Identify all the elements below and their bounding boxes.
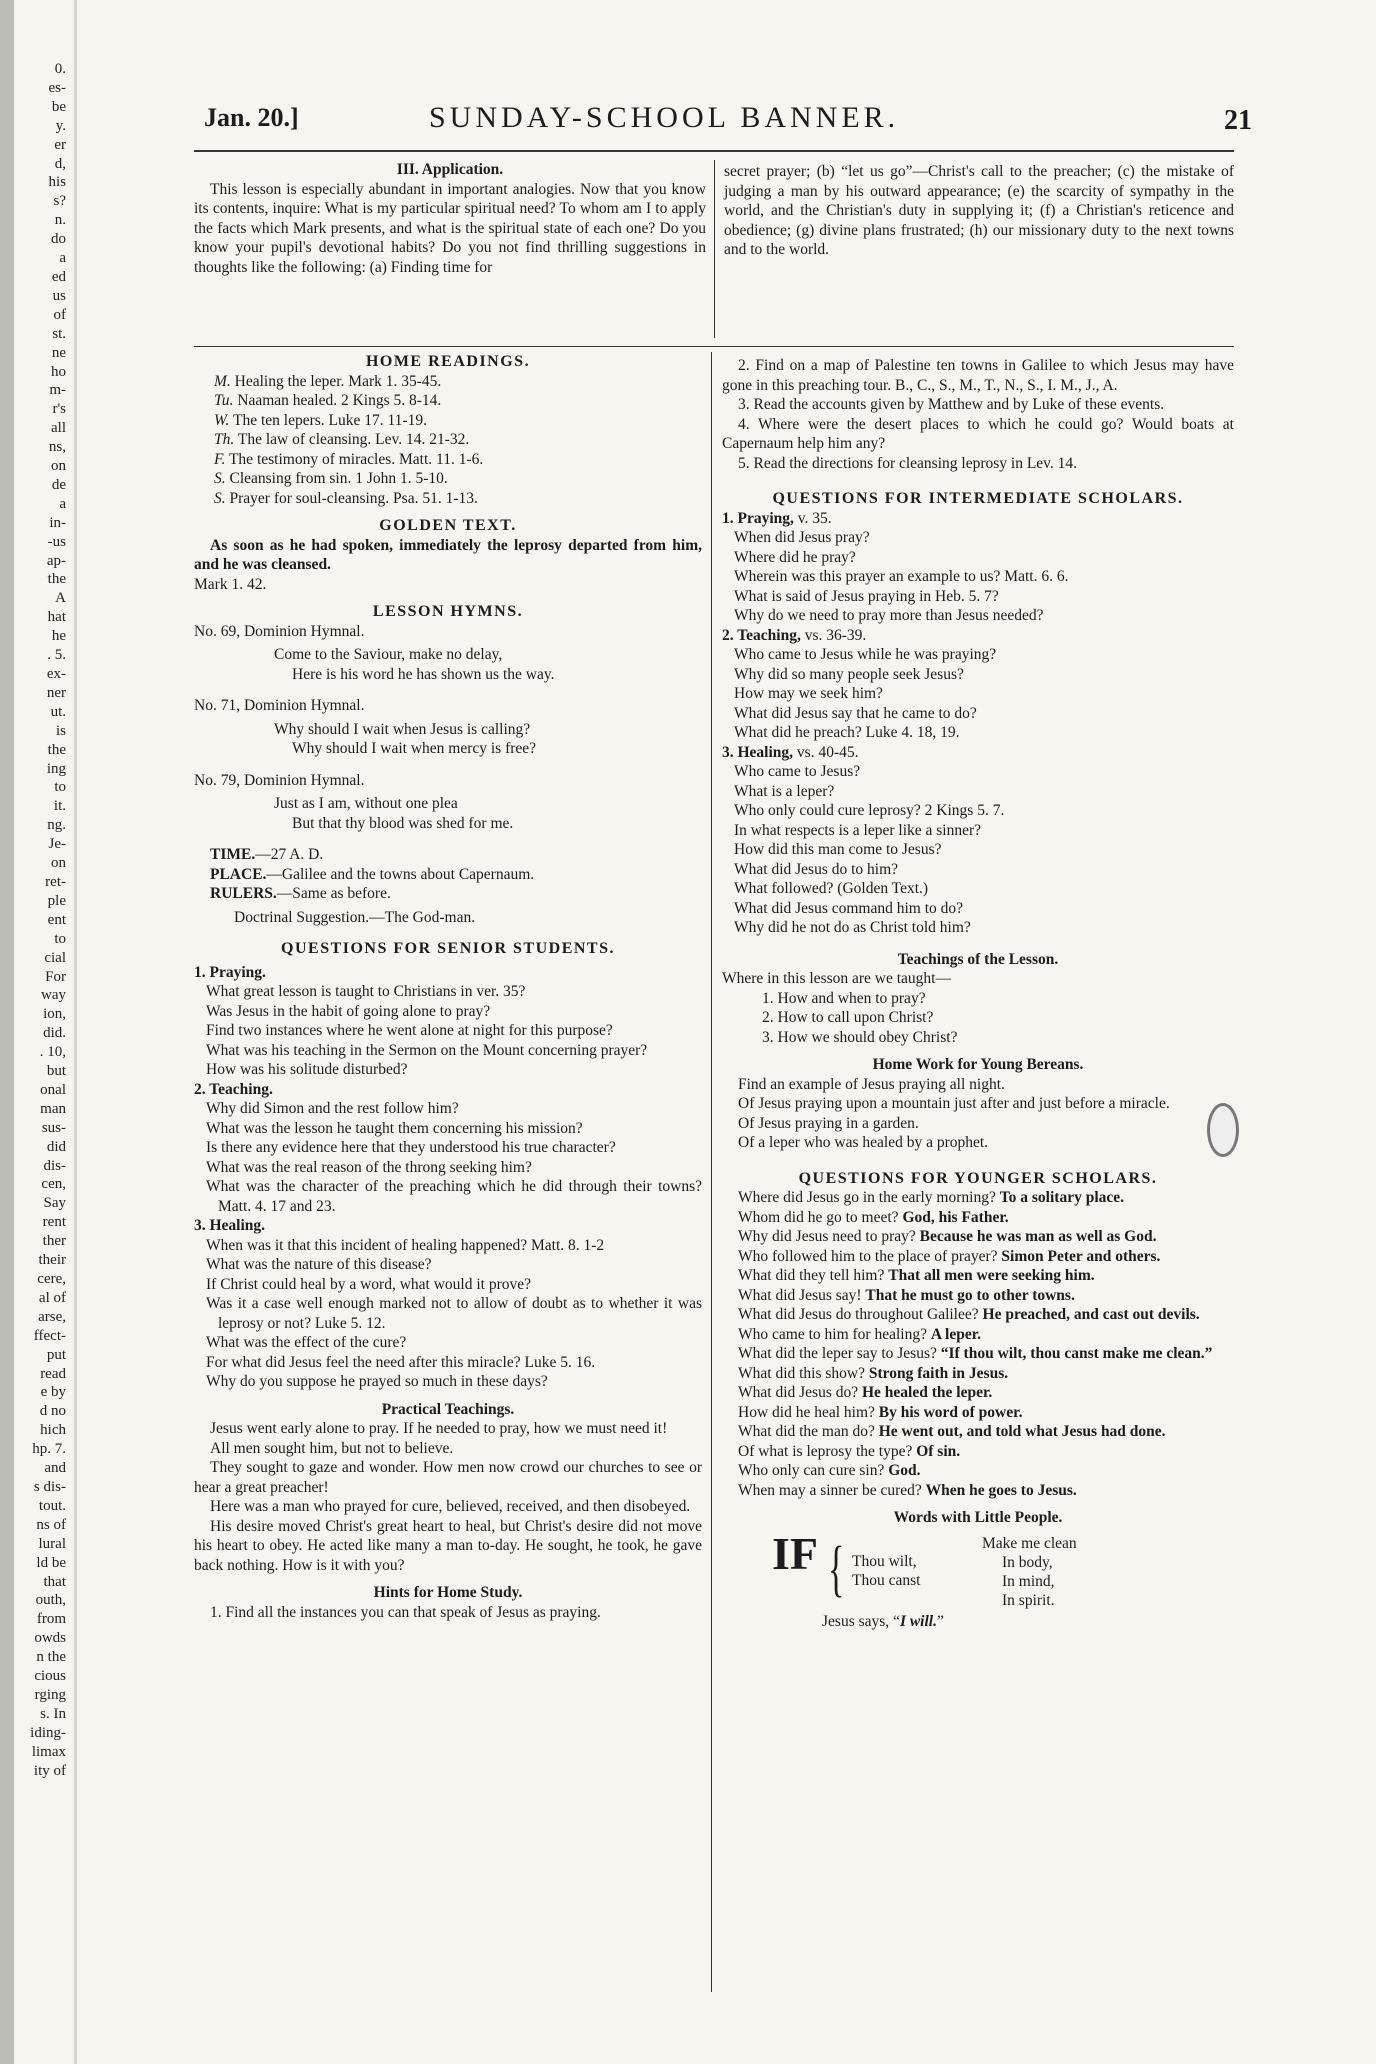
practical-paragraph: Here was a man who prayed for cure, believed, received, and then disobeyed. bbox=[210, 1498, 691, 1515]
qa-question: Whom did he go to meet? bbox=[738, 1208, 899, 1226]
hints-heading: Hints for Home Study. bbox=[373, 1584, 523, 1601]
prev-page-fragment: cere, bbox=[37, 1271, 66, 1287]
prev-page-fragment: outh, bbox=[35, 1592, 66, 1609]
question: Is there any evidence here that they understood his true character? bbox=[206, 1139, 616, 1156]
prev-page-fragment: iding- bbox=[30, 1724, 66, 1741]
qa-question: What did Jesus do? bbox=[738, 1384, 859, 1401]
qa-question: Why did Jesus need to pray? bbox=[738, 1228, 916, 1245]
newspaper-page bbox=[14, 0, 1376, 2064]
prev-page-fragment: s? bbox=[53, 193, 66, 210]
prev-page-fragment: do bbox=[51, 231, 66, 248]
intermediate-teaching-head: 2. Teaching, vs. 36-39. bbox=[722, 626, 867, 644]
prev-page-fragment: hp. 7. bbox=[32, 1441, 66, 1458]
question: What did he preach? Luke 4. 18, 19. bbox=[734, 724, 960, 741]
hymn-source: No. 79, Dominion Hymnal. bbox=[194, 771, 365, 789]
question: How was his solitude disturbed? bbox=[206, 1061, 408, 1078]
question: Was it a case well enough marked not to allow of doubt as to whether it was leprosy or not? Luke 5. 12. bbox=[206, 1295, 702, 1332]
question: Why did so many people seek Jesus? bbox=[734, 665, 964, 683]
qa-question: What did the man do? bbox=[738, 1423, 875, 1440]
if-conditions: Thou wilt, Thou canst bbox=[852, 1552, 921, 1589]
homework-line: Of a leper who was healed by a prophet. bbox=[738, 1134, 989, 1151]
prev-page-fragment: way bbox=[41, 987, 66, 1004]
prev-page-fragment: de bbox=[51, 476, 66, 493]
reading-text: The law of cleansing. Lev. 14. 21-32. bbox=[237, 431, 470, 448]
prev-page-fragment: ent bbox=[47, 911, 66, 928]
prev-page-fragment: did. bbox=[43, 1025, 66, 1042]
qa-item bbox=[722, 1227, 1234, 1247]
prev-page-fragment: hat bbox=[47, 609, 66, 626]
qa-item bbox=[722, 1325, 1234, 1345]
question: Why did he not do as Christ told him? bbox=[734, 919, 971, 936]
teachings-intro: Where in this lesson are we taught— bbox=[722, 970, 951, 987]
qa-answer: God. bbox=[888, 1462, 921, 1479]
prev-page-fragment: man bbox=[40, 1100, 66, 1117]
teaching-item: 2. How to call upon Christ? bbox=[762, 1009, 934, 1026]
senior-teaching-head: 2. Teaching. bbox=[194, 1080, 273, 1098]
prev-page-fragment: ap- bbox=[46, 552, 66, 569]
prev-page-fragment: d, bbox=[54, 155, 66, 172]
question: What did Jesus say that he came to do? bbox=[734, 704, 977, 722]
hymn-line: But that thy blood was shed for me. bbox=[292, 814, 514, 832]
senior-healing-questions bbox=[194, 1236, 702, 1392]
question: What is a leper? bbox=[734, 782, 835, 800]
question: When did Jesus pray? bbox=[734, 529, 870, 546]
page-fold bbox=[74, 0, 77, 2064]
question: Why do we need to pray more than Jesus needed? bbox=[734, 607, 1044, 624]
if-block bbox=[722, 1527, 1234, 1630]
question: Was Jesus in the habit of going alone to pray? bbox=[206, 1002, 491, 1020]
qa-item bbox=[722, 1344, 1234, 1364]
question: In what respects is a leper like a sinner? bbox=[734, 821, 982, 839]
qa-question: Who only can cure sin? bbox=[738, 1462, 885, 1479]
prev-page-fragment: -us bbox=[47, 533, 66, 550]
question: What was his teaching in the Sermon on the Mount concerning prayer? bbox=[206, 1041, 648, 1059]
page-number: 21 bbox=[1224, 105, 1252, 136]
prev-page-fragment: y. bbox=[55, 117, 66, 134]
qa-question: What did Jesus do throughout Galilee? bbox=[738, 1306, 979, 1323]
qa-question: When may a sinner be cured? bbox=[738, 1481, 922, 1499]
intermediate-healing-questions bbox=[722, 762, 1234, 938]
qa-question: Of what is leprosy the type? bbox=[738, 1442, 913, 1460]
home-readings-heading: HOME READINGS. bbox=[365, 353, 531, 370]
qa-item bbox=[722, 1383, 1234, 1403]
home-readings-list bbox=[194, 372, 702, 509]
question: What did Jesus do to him? bbox=[734, 860, 899, 878]
question: What great lesson is taught to Christians in ver. 35? bbox=[206, 983, 526, 1000]
reading-item bbox=[194, 430, 702, 450]
homework-line: Of Jesus praying upon a mountain just after and just before a miracle. bbox=[738, 1095, 1170, 1112]
golden-text: As soon as he had spoken, immediately the leprosy departed from him, and he was cleansed. bbox=[194, 536, 702, 573]
reading-text: Cleansing from sin. 1 John 1. 5-10. bbox=[229, 470, 448, 487]
qa-answer: That all men were seeking him. bbox=[888, 1267, 1095, 1284]
prev-page-fragment: from bbox=[36, 1611, 66, 1628]
header-rule bbox=[194, 150, 1234, 152]
qa-item bbox=[722, 1208, 1234, 1228]
qa-answer: Simon Peter and others. bbox=[1001, 1247, 1161, 1265]
intermediate-praying-head: 1. Praying, v. 35. bbox=[722, 509, 832, 527]
prev-page-fragment: us bbox=[52, 287, 66, 304]
question: What followed? (Golden Text.) bbox=[734, 880, 929, 897]
prev-page-fragment: a bbox=[59, 250, 66, 267]
younger-qa-list bbox=[722, 1188, 1234, 1500]
qa-answer: A leper. bbox=[930, 1325, 982, 1343]
prev-page-fragment: hich bbox=[40, 1422, 66, 1439]
homework-line: Find an example of Jesus praying all night. bbox=[738, 1075, 1005, 1093]
masthead-title: SUNDAY-SCHOOL BANNER. bbox=[429, 101, 900, 134]
homework-line: Of Jesus praying in a garden. bbox=[738, 1114, 919, 1132]
hymn-source: No. 71, Dominion Hymnal. bbox=[194, 697, 365, 714]
question: What was the real reason of the throng seeking him? bbox=[206, 1158, 532, 1176]
question: Wherein was this prayer an example to us? Matt. 6. 6. bbox=[734, 568, 1069, 585]
place-line: PLACE.—Galilee and the towns about Capernaum. bbox=[210, 865, 535, 883]
prev-page-fragment: cen, bbox=[41, 1176, 66, 1193]
senior-teaching-questions bbox=[194, 1099, 702, 1216]
prev-page-fragment: n. bbox=[54, 212, 66, 229]
prev-page-fragment: sus- bbox=[41, 1119, 66, 1136]
prev-page-fragment: es- bbox=[48, 79, 66, 96]
ink-blot bbox=[1207, 1103, 1239, 1157]
prev-page-fragment: For bbox=[45, 968, 66, 985]
prev-page-fragment: ple bbox=[47, 892, 66, 909]
question: Who only could cure leprosy? 2 Kings 5. 7. bbox=[734, 802, 1005, 819]
prev-page-fragment: ld be bbox=[36, 1554, 66, 1571]
prev-page-fragment: ng. bbox=[47, 817, 66, 834]
prev-page-fragment: owds bbox=[34, 1630, 66, 1647]
qa-answer: “If thou wilt, thou canst make me clean.” bbox=[940, 1345, 1213, 1362]
prev-page-fragment: put bbox=[46, 1346, 66, 1363]
prev-page-fragment: in- bbox=[49, 514, 66, 531]
qa-item bbox=[722, 1305, 1234, 1325]
prev-page-fragment: . 10, bbox=[39, 1044, 66, 1061]
qa-answer: Of sin. bbox=[916, 1442, 961, 1460]
reading-day: M. bbox=[214, 372, 231, 390]
hint-item: 4. Where were the desert places to which he could go? Would boats at Capernaum help him any? bbox=[722, 415, 1234, 452]
prev-page-fragment: r's bbox=[52, 401, 66, 418]
qa-answer: God, his Father. bbox=[902, 1208, 1009, 1226]
hymn-source: No. 69, Dominion Hymnal. bbox=[194, 622, 365, 640]
reading-text: Healing the leper. Mark 1. 35-45. bbox=[234, 372, 442, 390]
practical-heading: Practical Teachings. bbox=[381, 1400, 515, 1418]
column-rule-top bbox=[714, 160, 715, 338]
reading-item bbox=[194, 469, 702, 489]
prev-page-fragment: 0. bbox=[54, 61, 66, 77]
prev-page-fragment: ing bbox=[46, 760, 66, 777]
hint-item: 3. Read the accounts given by Matthew and by Luke of these events. bbox=[738, 396, 1165, 413]
question: Who came to Jesus while he was praying? bbox=[734, 646, 997, 663]
prev-page-fragment: ut. bbox=[50, 703, 66, 720]
qa-item bbox=[722, 1481, 1234, 1501]
application-text-right: secret prayer; (b) “let us go”—Christ's call to the preacher; (c) the mistake of judging a man by his outward appearance; (e) the scarcity of sympathy in the world, and the Christian's duty in supplying it; (f) a Christian's reticence and obedience; (g) divine plans frustrated; (h) our missionary duty to the next towns and to the world. bbox=[724, 163, 1234, 258]
qa-item bbox=[722, 1286, 1234, 1306]
prev-page-fragment: er bbox=[54, 136, 66, 153]
question: What did Jesus command him to do? bbox=[734, 899, 964, 917]
prev-page-fragment: s. In bbox=[40, 1705, 66, 1722]
prev-page-fragment: limax bbox=[31, 1743, 66, 1760]
prev-page-fragment: ns of bbox=[36, 1516, 66, 1533]
prev-page-fragment: ns, bbox=[48, 439, 66, 456]
qa-question: Who came to him for healing? bbox=[738, 1325, 927, 1343]
question: Why did Simon and the rest follow him? bbox=[206, 1100, 459, 1117]
practical-paragraph: Jesus went early alone to pray. If he needed to pray, how we must need it! bbox=[210, 1420, 668, 1437]
reading-text: The ten lepers. Luke 17. 11-19. bbox=[232, 411, 427, 429]
question: What was the effect of the cure? bbox=[206, 1334, 407, 1351]
reading-day: S. bbox=[214, 489, 226, 507]
qa-item bbox=[722, 1461, 1234, 1481]
right-column bbox=[722, 356, 1234, 1630]
prev-page-fragment: rent bbox=[42, 1214, 66, 1231]
hymn-line: Here is his word he has shown us the way. bbox=[292, 665, 555, 683]
question: How did this man come to Jesus? bbox=[734, 841, 942, 858]
qa-answer: Because he was man as well as God. bbox=[919, 1228, 1157, 1245]
if-word: IF bbox=[772, 1527, 818, 1579]
hymn-line: Why should I wait when mercy is free? bbox=[292, 740, 537, 757]
hint-item: 2. Find on a map of Palestine ten towns in Galilee to which Jesus may have gone in this preaching tour. B., C., S., M., T., N., S., I. M., J., A. bbox=[722, 357, 1234, 394]
reading-item bbox=[194, 411, 702, 431]
rulers-line: RULERS.—Same as before. bbox=[210, 885, 391, 902]
prev-page-fragment: the bbox=[47, 741, 66, 758]
prev-page-fragment: d no bbox=[39, 1403, 66, 1420]
prev-page-fragment: ion, bbox=[43, 1006, 66, 1023]
if-results: Make me clean In body, In mind, In spirit. bbox=[982, 1534, 1077, 1609]
qa-question: Where did Jesus go in the early morning? bbox=[738, 1189, 996, 1206]
question: If Christ could heal by a word, what would it prove? bbox=[206, 1275, 531, 1293]
prev-page-fragment: ed bbox=[51, 268, 66, 285]
qa-item bbox=[722, 1364, 1234, 1384]
question: How may we seek him? bbox=[734, 685, 883, 702]
prev-page-fragment: did bbox=[46, 1138, 66, 1155]
question: Why do you suppose he prayed so much in these days? bbox=[206, 1373, 548, 1390]
hymn-line: Come to the Saviour, make no delay, bbox=[274, 646, 503, 663]
homework-list bbox=[722, 1075, 1234, 1153]
prev-page-fragment: but bbox=[46, 1063, 66, 1080]
prev-page-fragment: he bbox=[51, 628, 66, 645]
qa-question: How did he heal him? bbox=[738, 1403, 875, 1421]
issue-date: Jan. 20.] bbox=[204, 103, 299, 132]
qa-answer: He healed the leper. bbox=[861, 1384, 993, 1401]
left-column bbox=[194, 352, 702, 1622]
application-right bbox=[724, 162, 1234, 260]
qa-item bbox=[722, 1247, 1234, 1267]
prev-page-fragment: ner bbox=[46, 684, 66, 701]
qa-question: What did they tell him? bbox=[738, 1267, 885, 1284]
qa-item bbox=[722, 1266, 1234, 1286]
prev-page-fragment: n the bbox=[36, 1649, 66, 1666]
doctrinal-suggestion: Doctrinal Suggestion.—The God-man. bbox=[234, 908, 476, 926]
qa-answer: That he must go to other towns. bbox=[865, 1286, 1075, 1304]
reading-item bbox=[194, 391, 702, 411]
prev-page-fragment: read bbox=[40, 1365, 66, 1382]
question: What was the lesson he taught them concerning his mission? bbox=[206, 1119, 583, 1137]
prev-page-fragment: dis- bbox=[43, 1157, 66, 1174]
application-left bbox=[194, 160, 706, 277]
prev-page-fragment: and bbox=[44, 1460, 66, 1477]
senior-praying-questions bbox=[194, 982, 702, 1080]
hymn-list bbox=[194, 622, 702, 834]
prev-page-fragment: to bbox=[54, 930, 66, 947]
teaching-item: 3. How we should obey Christ? bbox=[762, 1028, 958, 1046]
prev-page-fragment: on bbox=[51, 855, 66, 872]
prev-page-fragment: lural bbox=[38, 1535, 66, 1552]
reading-text: Naaman healed. 2 Kings 5. 8-14. bbox=[237, 392, 442, 409]
reading-item bbox=[194, 450, 702, 470]
teaching-item: 1. How and when to pray? bbox=[762, 989, 926, 1007]
qa-answer: Strong faith in Jesus. bbox=[868, 1364, 1009, 1382]
hints-continued bbox=[722, 356, 1234, 473]
prev-page-fragment: is bbox=[55, 722, 66, 739]
prev-page-fragment: onal bbox=[40, 1081, 66, 1098]
hymn-line: Just as I am, without one plea bbox=[274, 795, 458, 812]
time-line: TIME.—27 A. D. bbox=[210, 846, 324, 863]
prev-page-fragment: al of bbox=[38, 1289, 66, 1306]
prev-page-fragment: on bbox=[51, 458, 66, 475]
reading-day: F. bbox=[214, 450, 226, 468]
prev-page-fragment: ity of bbox=[33, 1762, 66, 1779]
prev-page-fragment: the bbox=[47, 571, 66, 588]
prev-page-fragment: all bbox=[51, 420, 66, 437]
teachings-heading: Teachings of the Lesson. bbox=[897, 950, 1059, 968]
question: What is said of Jesus praying in Heb. 5. 7? bbox=[734, 587, 999, 605]
practical-teachings bbox=[194, 1419, 702, 1575]
question: For what did Jesus feel the need after this miracle? Luke 5. 16. bbox=[206, 1353, 596, 1371]
qa-answer: By his word of power. bbox=[878, 1403, 1023, 1421]
qa-item bbox=[722, 1403, 1234, 1423]
prev-page-fragment: m- bbox=[49, 382, 66, 399]
prev-page-fragment: cial bbox=[44, 949, 66, 966]
prev-page-fragment: to bbox=[54, 779, 66, 796]
application-text-left: This lesson is especially abundant in important analogies. Now that you know its contents, inquire: What is my particular spiritual need? To whom am I to apply the facts which Mark presents, and what is the spiritual state of each one? Do you know your pupil's devotional habits? Do you not find thrilling suggestions in thoughts like the following: (a) Finding time for bbox=[194, 180, 706, 276]
reading-item bbox=[194, 372, 702, 392]
golden-text-ref: Mark 1. 42. bbox=[194, 575, 267, 593]
prev-page-fragment: a bbox=[59, 495, 66, 512]
prev-page-fragment: e by bbox=[40, 1384, 66, 1401]
qa-question: What did this show? bbox=[738, 1364, 865, 1382]
senior-praying-head: 1. Praying. bbox=[194, 963, 266, 981]
prev-page-fragment: his bbox=[48, 174, 66, 191]
prev-page-fragment: . 5. bbox=[47, 647, 66, 664]
reading-day: S. bbox=[214, 470, 226, 487]
lesson-hymns-heading: LESSON HYMNS. bbox=[372, 603, 524, 620]
question: What was the nature of this disease? bbox=[206, 1256, 432, 1273]
practical-paragraph: They sought to gaze and wonder. How men now crowd our churches to see or hear a great preacher! bbox=[194, 1459, 702, 1496]
qa-question: What did Jesus say! bbox=[738, 1286, 862, 1304]
homework-heading: Home Work for Young Bereans. bbox=[872, 1056, 1084, 1073]
practical-paragraph: All men sought him, but not to believe. bbox=[210, 1439, 454, 1457]
reading-day: Tu. bbox=[214, 392, 234, 409]
qa-question: Who followed him to the place of prayer? bbox=[738, 1247, 998, 1265]
qa-item bbox=[722, 1442, 1234, 1462]
question: Where did he pray? bbox=[734, 548, 856, 566]
teachings-list bbox=[722, 989, 1234, 1048]
hint-item: 1. Find all the instances you can that speak of Jesus as praying. bbox=[210, 1603, 601, 1621]
prev-page-fragment: s dis- bbox=[33, 1478, 66, 1495]
prev-page-fragment: of bbox=[53, 306, 66, 323]
prev-page-fragment: tout. bbox=[38, 1497, 66, 1514]
qa-answer: He preached, and cast out devils. bbox=[982, 1306, 1200, 1323]
prev-page-fragment: ffect- bbox=[33, 1327, 66, 1344]
prev-page-fragment: their bbox=[38, 1252, 66, 1269]
previous-page-edge bbox=[14, 60, 70, 1860]
prev-page-fragment: cious bbox=[34, 1668, 66, 1685]
intermediate-teaching-questions bbox=[722, 645, 1234, 743]
intermediate-praying-questions bbox=[722, 528, 1234, 626]
reading-text: Prayer for soul-cleansing. Psa. 51. 1-13. bbox=[229, 489, 478, 507]
question: When was it that this incident of healing happened? Matt. 8. 1-2 bbox=[206, 1236, 605, 1254]
prev-page-fragment: ne bbox=[51, 344, 66, 361]
qa-answer: He went out, and told what Jesus had done. bbox=[878, 1423, 1166, 1440]
qa-answer: When he goes to Jesus. bbox=[925, 1481, 1077, 1499]
hint-item: 5. Read the directions for cleansing leprosy in Lev. 14. bbox=[738, 454, 1078, 472]
question: What was the character of the preaching which he did through their towns? Matt. 4. 17 and 23. bbox=[206, 1178, 702, 1215]
prev-page-fragment: A bbox=[55, 590, 66, 607]
qa-answer: To a solitary place. bbox=[999, 1189, 1125, 1206]
intermediate-healing-head: 3. Healing, vs. 40-45. bbox=[722, 743, 859, 761]
prev-page-fragment: rging bbox=[34, 1686, 66, 1703]
prev-page-fragment: arse, bbox=[38, 1308, 66, 1325]
senior-heading: QUESTIONS FOR SENIOR STUDENTS. bbox=[281, 940, 615, 957]
column-rule bbox=[711, 352, 712, 1992]
question: Find two instances where he went alone at night for this purpose? bbox=[206, 1022, 613, 1039]
brace: { bbox=[828, 1534, 845, 1603]
page-header bbox=[194, 101, 1252, 143]
reading-day: Th. bbox=[214, 431, 235, 448]
prev-page-fragment: that bbox=[43, 1573, 66, 1590]
reading-day: W. bbox=[214, 411, 230, 429]
prev-page-fragment: Je- bbox=[48, 836, 66, 853]
qa-item bbox=[722, 1188, 1234, 1208]
qa-question: What did the leper say to Jesus? bbox=[738, 1345, 937, 1362]
prev-page-fragment: st. bbox=[52, 325, 66, 342]
qa-item bbox=[722, 1422, 1234, 1442]
prev-page-fragment: ex- bbox=[46, 666, 66, 682]
intermediate-heading: QUESTIONS FOR INTERMEDIATE SCHOLARS. bbox=[772, 490, 1184, 507]
prev-page-fragment: ho bbox=[51, 363, 66, 380]
prev-page-fragment: Say bbox=[43, 1195, 66, 1212]
prev-page-fragment: it. bbox=[53, 798, 66, 815]
reading-text: The testimony of miracles. Matt. 11. 1-6. bbox=[228, 450, 484, 468]
jesus-says: Jesus says, “I will.” bbox=[822, 1612, 944, 1630]
section-rule bbox=[194, 346, 1234, 347]
prev-page-fragment: ret- bbox=[45, 873, 66, 890]
hymn-line: Why should I wait when Jesus is calling? bbox=[274, 720, 531, 738]
younger-heading: QUESTIONS FOR YOUNGER SCHOLARS. bbox=[798, 1169, 1158, 1187]
practical-paragraph: His desire moved Christ's great heart to heal, but Christ's desire did not move his heart to obey. He acted like many a man to-day. He sought, he took, he gave back nothing. How is it with you? bbox=[194, 1517, 702, 1574]
little-people-heading: Words with Little People. bbox=[893, 1509, 1063, 1526]
question: Who came to Jesus? bbox=[734, 763, 861, 780]
prev-page-fragment: be bbox=[51, 98, 66, 115]
application-heading: III. Application. bbox=[396, 161, 504, 178]
golden-text-heading: GOLDEN TEXT. bbox=[379, 517, 517, 534]
prev-page-fragment: ther bbox=[42, 1233, 66, 1250]
reading-item bbox=[194, 489, 702, 509]
senior-healing-head: 3. Healing. bbox=[194, 1217, 266, 1234]
